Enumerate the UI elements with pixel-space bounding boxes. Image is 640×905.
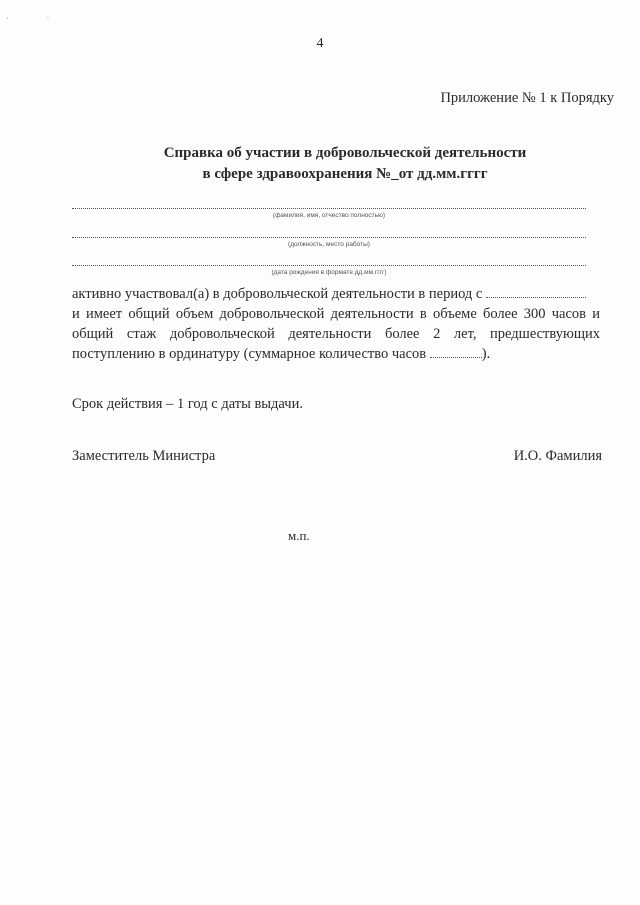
body-line-1 [72, 284, 600, 304]
body-paragraph-2 [72, 304, 600, 364]
period-blank [486, 284, 586, 298]
certificate-body [72, 284, 600, 364]
birth-date-line [72, 265, 586, 266]
signer-name: И.О. Фамилия [513, 448, 602, 464]
page-number: 4 [316, 36, 324, 51]
title-line-1: Справка об участии в добровольческой деятельности [163, 145, 527, 161]
document-title [0, 143, 640, 185]
signer-title: Заместитель Министра [72, 448, 216, 464]
hours-text: и имеет общий объем добровольческой деятельности в объеме более 300 часов и общий стаж добровольческой деятельности более 2 лет, предшествующих поступлению в ординатуру (суммарное количество часов [72, 306, 600, 362]
title-line-2: в сфере здравоохранения №_от дд.мм.гггг [202, 166, 488, 182]
birth-date-caption: (дата рождения в формате дд.мм.гггг) [271, 269, 387, 276]
position-field [72, 237, 586, 248]
period-text: активно участвовал(а) в добровольческой деятельности в период с [72, 286, 483, 302]
hours-blank [430, 344, 482, 358]
validity-text: Срок действия – 1 год с даты выдачи. [72, 396, 303, 412]
full-name-line [72, 208, 586, 209]
full-name-caption: (фамилия, имя, отчество полностью) [272, 212, 386, 219]
full-name-field [72, 208, 586, 219]
hours-text-end: ). [481, 346, 491, 362]
birth-date-field [72, 265, 586, 276]
position-caption: (должность, место работы) [288, 241, 370, 248]
stamp-place: м.п. [288, 528, 310, 543]
appendix-label: Приложение № 1 к Порядку [440, 90, 614, 106]
position-line [72, 237, 586, 238]
scan-specks: · · [6, 14, 68, 23]
